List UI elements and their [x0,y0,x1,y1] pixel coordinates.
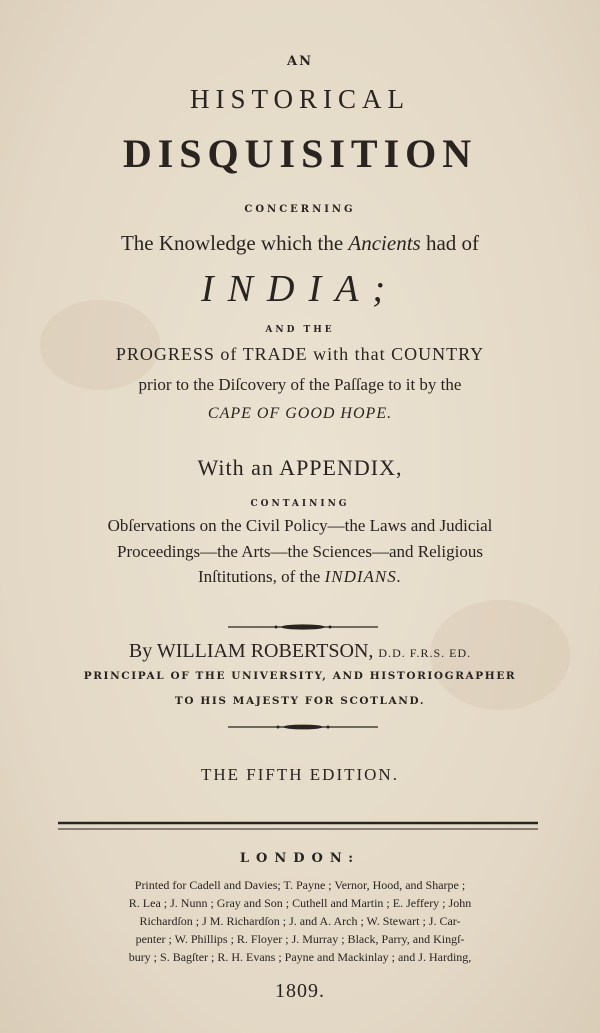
progress-line: PROGRESS of TRADE with that COUNTRY [115,344,485,364]
knowledge-ancients: Ancients [348,231,421,255]
title-an: AN [287,54,313,69]
majesty-line: TO HIS MAJESTY FOR SCOTLAND. [174,695,426,707]
double-rule [58,820,538,832]
knowledge-pre: The Knowledge which the [120,231,344,255]
observations-line-1: Obſervations on the Civil Policy—the Laws and Judicial [107,516,493,535]
containing-label: CONTAINING [250,499,350,509]
knowledge-line [0,231,600,256]
cape-line: CAPE OF GOOD HOPE. [207,405,393,422]
author-name: WILLIAM ROBERTSON, [156,640,374,662]
title-india: INDIA; [201,268,399,310]
observations-line-2: Proceedings—the Arts—the Sciences—and Religious [117,542,483,561]
and-the-label: AND THE [265,325,335,335]
imprint-line-1: Printed for Cadell and Davies; T. Payne ; Vernor, Hood, and Sharpe ; [134,878,466,892]
imprint-line-5: bury ; S. Bagſter ; R. H. Evans ; Payne and Mackinlay ; and J. Harding, [128,950,472,964]
edition-line: THE FIFTH EDITION. [201,765,399,784]
ornamental-rule [228,722,378,732]
publication-year: 1809. [275,980,325,1002]
ornamental-rule [228,622,378,632]
observations-line-3-indians: INDIANS. [324,567,402,586]
prior-line: prior to the Diſcovery of the Paſſage to it by the [138,375,462,394]
imprint-line-4: penter ; W. Phillips ; R. Floyer ; J. Murray ; Black, Parry, and Kingſ- [135,932,465,946]
appendix-line: With an APPENDIX, [197,455,403,480]
concerning-label: CONCERNING [244,204,356,215]
imprint-line-3: Richardſon ; J M. Richardſon ; J. and A. Arch ; W. Stewart ; J. Car- [139,914,461,928]
author-by: By [128,640,153,662]
observations-line-3-pre: Inſtitutions, of the [198,567,321,586]
title-historical: HISTORICAL [189,84,410,114]
london-line: LONDON: [239,851,361,866]
principal-line: PRINCIPAL OF THE UNIVERSITY, AND HISTORIOGRAPHER [83,670,517,682]
title-disquisition: DISQUISITION [122,131,478,176]
observations-line-3 [0,567,600,587]
imprint-line-2: R. Lea ; J. Nunn ; Gray and Son ; Cuthell and Martin ; E. Jeffery ; John [128,896,472,910]
knowledge-post: had of [425,231,480,255]
author-line [0,640,600,663]
author-degrees: D.D. F.R.S. ED. [378,646,472,660]
